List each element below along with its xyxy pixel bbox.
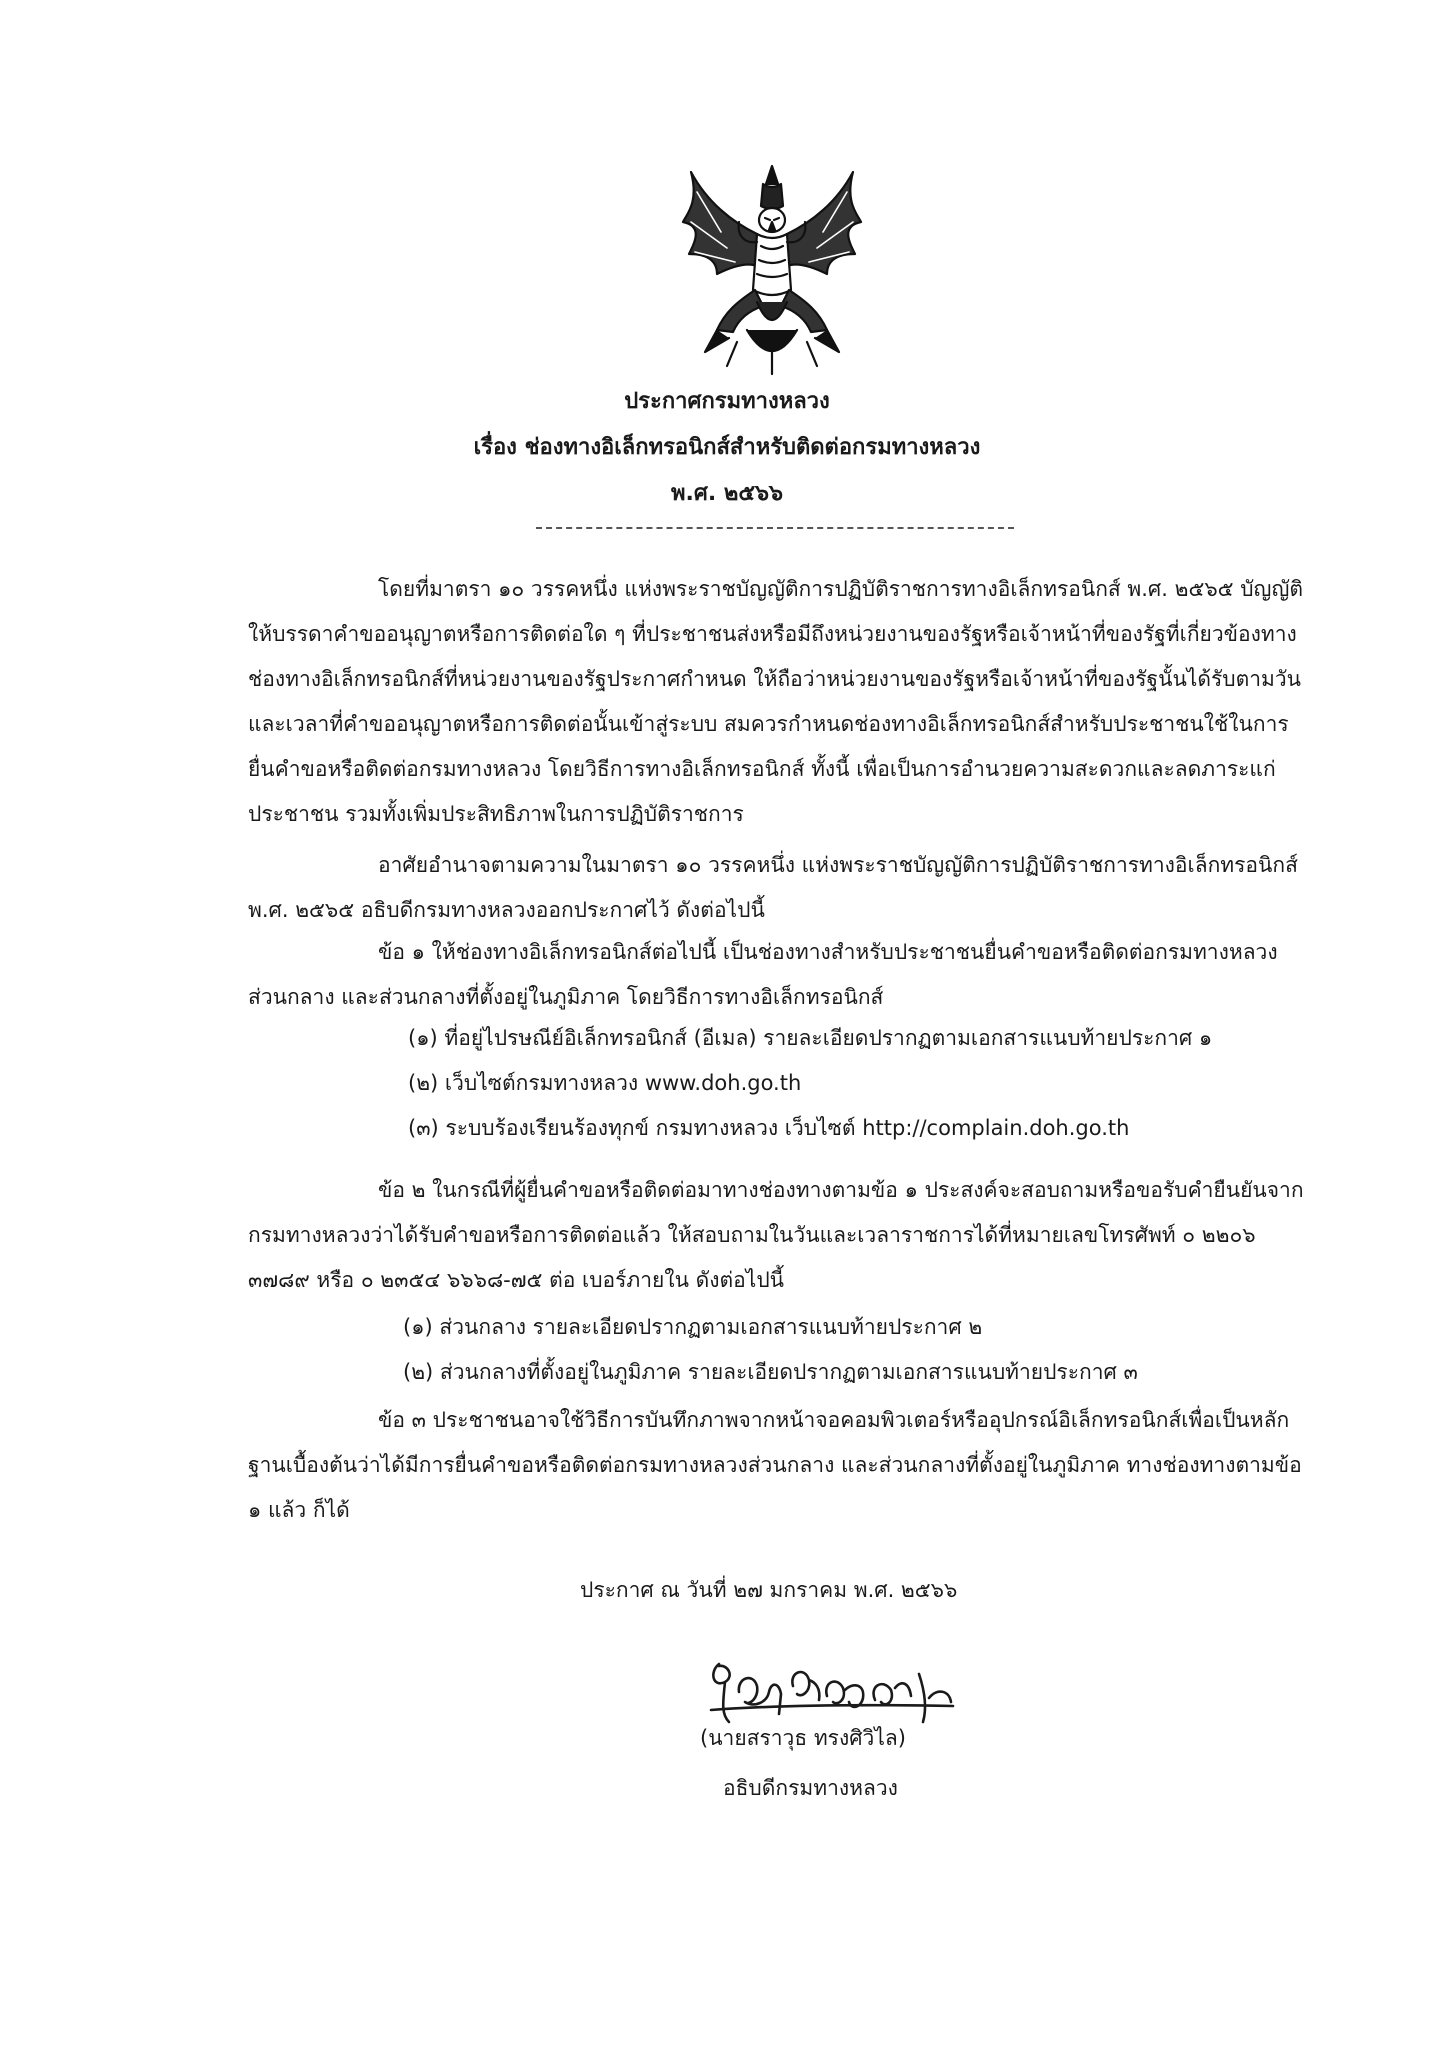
- signer-title: อธิบดีกรมทางหลวง: [723, 1776, 898, 1800]
- authority-text: อาศัยอำนาจตามความในมาตรา ๑๐ วรรคหนึ่ง แห่งพระราชบัญญัติการปฏิบัติราชการทางอิเล็กทรอนิกส์ พ.ศ. ๒๕๖๕ อธิบดีกรมทางหลวงออกประกาศไว้ ดังต่อไปนี้: [248, 853, 1298, 922]
- clause-1-items: [248, 1016, 1308, 1151]
- clause-1-item-complaint-system[interactable]: (๓) ระบบร้องเรียนร้องทุกข์ กรมทางหลวง เว็บไซต์ http://complain.doh.go.th: [408, 1116, 1130, 1140]
- clause-2-item-central: (๑) ส่วนกลาง รายละเอียดปรากฏตามเอกสารแนบท้ายประกาศ ๒: [403, 1315, 983, 1339]
- clause-3: [248, 1398, 1308, 1533]
- clause-1-item-email: (๑) ที่อยู่ไปรษณีย์อิเล็กทรอนิกส์ (อีเมล) รายละเอียดปรากฏตามเอกสารแนบท้ายประกาศ ๑: [408, 1026, 1213, 1050]
- signer-name: (นายสราวุธ ทรงศิวิไล): [700, 1726, 906, 1750]
- authority-paragraph: [248, 843, 1308, 933]
- clause-1-text: ข้อ ๑ ให้ช่องทางอิเล็กทรอนิกส์ต่อไปนี้ เป็นช่องทางสำหรับประชาชนยื่นคำขอหรือติดต่อกรมทางหลวงส่วนกลาง และส่วนกลางที่ตั้งอยู่ในภูมิภาค โดยวิธีการทางอิเล็กทรอนิกส์: [248, 940, 1278, 1009]
- preamble-paragraph: [248, 567, 1308, 837]
- clause-2-text: ข้อ ๒ ในกรณีที่ผู้ยื่นคำขอหรือติดต่อมาทางช่องทางตามข้อ ๑ ประสงค์จะสอบถามหรือขอรับคำยืนยันจากกรมทางหลวงว่าได้รับคำขอหรือการติดต่อแล้ว ให้สอบถามในวันและเวลาราชการได้ที่หมายเลขโทรศัพท์ ๐ ๒๒๐๖ ๓๗๘๙ หรือ ๐ ๒๓๕๔ ๖๖๖๘-๗๕ ต่อ เบอร์ภายใน ดังต่อไปนี้: [248, 1178, 1304, 1292]
- clause-2-items: [248, 1305, 1308, 1395]
- announcement-title: ประกาศกรมทางหลวง: [624, 389, 830, 414]
- title-divider: [536, 527, 1014, 529]
- garuda-emblem-icon: [677, 162, 867, 377]
- clause-2: [248, 1168, 1308, 1303]
- clause-1: [248, 930, 1308, 1020]
- clause-2-item-regional: (๒) ส่วนกลางที่ตั้งอยู่ในภูมิภาค รายละเอียดปรากฏตามเอกสารแนบท้ายประกาศ ๓: [403, 1360, 1138, 1384]
- clause-3-text: ข้อ ๓ ประชาชนอาจใช้วิธีการบันทึกภาพจากหน้าจอคอมพิวเตอร์หรืออุปกรณ์อิเล็กทรอนิกส์เพื่อเป็นหลักฐานเบื้องต้นว่าได้มีการยื่นคำขอหรือติดต่อกรมทางหลวงส่วนกลาง และส่วนกลางที่ตั้งอยู่ในภูมิภาค ทางช่องทางตามข้อ ๑ แล้ว ก็ได้: [248, 1408, 1302, 1522]
- preamble-text: โดยที่มาตรา ๑๐ วรรคหนึ่ง แห่งพระราชบัญญัติการปฏิบัติราชการทางอิเล็กทรอนิกส์ พ.ศ. ๒๕๖๕ บัญญัติให้บรรดาคำขออนุญาตหรือการติดต่อใด ๆ ที่ประชาชนส่งหรือมีถึงหน่วยงานของรัฐหรือเจ้าหน้าที่ของรัฐที่เกี่ยวข้องทางช่องทางอิเล็กทรอนิกส์ที่หน่วยงานของรัฐประกาศกำหนด ให้ถือว่าหน่วยงานของรัฐหรือเจ้าหน้าที่ของรัฐนั้นได้รับตามวันและเวลาที่คำขออนุญาตหรือการติดต่อนั้นเข้าสู่ระบบ สมควรกำหนดช่องทางอิเล็กทรอนิกส์สำหรับประชาชนใช้ในการยื่นคำขอหรือติดต่อกรมทางหลวง โดยวิธีการทางอิเล็กทรอนิกส์ ทั้งนี้ เพื่อเป็นการอำนวยความสะดวกและลดภาระแก่ประชาชน รวมทั้งเพิ่มประสิทธิภาพในการปฏิบัติราชการ: [248, 577, 1303, 826]
- announcement-subject: เรื่อง ช่องทางอิเล็กทรอนิกส์สำหรับติดต่อกรมทางหลวง: [473, 435, 981, 460]
- announcement-date: ประกาศ ณ วันที่ ๒๗ มกราคม พ.ศ. ๒๕๖๖: [580, 1578, 958, 1602]
- clause-1-item-website[interactable]: (๒) เว็บไซต์กรมทางหลวง www.doh.go.th: [408, 1071, 802, 1095]
- announcement-year: พ.ศ. ๒๕๖๖: [671, 481, 783, 506]
